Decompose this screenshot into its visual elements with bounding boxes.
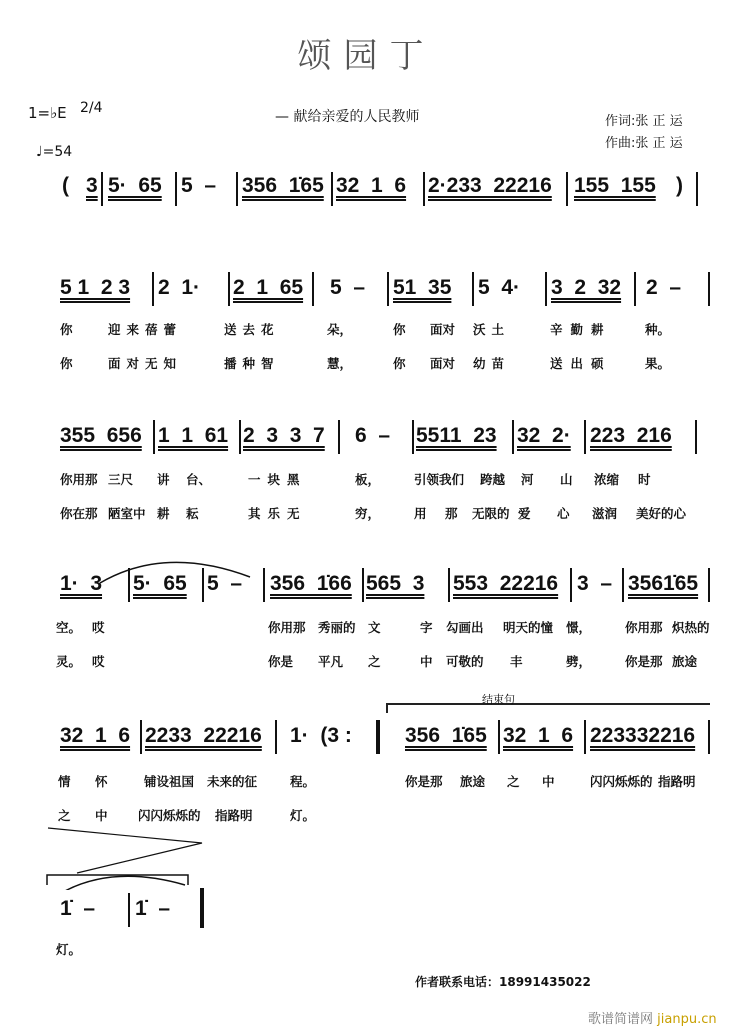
lyric: 灯。 (290, 808, 316, 823)
lyric: 慧， (327, 356, 353, 371)
measure: 32 1 6 (60, 724, 131, 747)
lyric: 跨越 (480, 472, 506, 487)
lyric: 一块黑 (248, 472, 307, 487)
measure: 2233 22216 (145, 724, 262, 747)
measure: 32 1 6 (336, 174, 407, 197)
lyric: 你是那 (405, 774, 443, 789)
song-title: 颂园丁 (297, 36, 436, 76)
lyric: 闪闪烁烁的 (138, 808, 201, 823)
time-signature: 2/4 (80, 100, 103, 116)
lyric: 台、 (186, 472, 212, 487)
lyricist: 作词:张 正 运 (605, 114, 683, 129)
lyric: 丰 (510, 654, 523, 669)
barline (263, 568, 265, 602)
barline (696, 172, 698, 206)
lyric: 你 (393, 356, 406, 371)
lyric: 送去花 (224, 322, 280, 337)
measure: 5 – (207, 572, 243, 595)
measure: 5511 23 (416, 424, 497, 447)
lyric: 美好的心 (636, 506, 687, 521)
lyric: 未来的征 (207, 774, 258, 789)
subtitle: — 献给亲爱的人民教师 (275, 109, 420, 125)
measure: 3561̇65 (628, 572, 699, 595)
lyric: 炽热的 (672, 620, 710, 635)
lyric: 无限的 (472, 506, 510, 521)
tempo-mark: ♩=54 (36, 144, 73, 160)
lyric: 种。 (645, 322, 671, 337)
measure: 5 – (330, 276, 366, 299)
lyric: 幼苗 (473, 356, 511, 371)
lyric: 三尺 (108, 472, 134, 487)
lyric: 程。 (290, 774, 316, 789)
barline (570, 568, 572, 602)
measure: 223332216 (590, 724, 696, 747)
lyric: 可敬的 (446, 654, 484, 669)
lyric: 你 (60, 322, 73, 337)
barline (472, 272, 474, 306)
measure: 355 656 (60, 424, 142, 447)
lyric: 河 (521, 472, 534, 487)
barline (228, 272, 230, 306)
measure: 3 2 32 (551, 276, 622, 299)
barline (708, 720, 710, 754)
lyric: 灵。 (56, 654, 82, 669)
lyric: 憬， (566, 620, 592, 635)
barline (695, 420, 697, 454)
measure: 6 – (355, 424, 391, 447)
measure: 3 (86, 174, 98, 197)
measure: 356 1̇65 (405, 724, 487, 747)
decrescendo-and-slur-icon (45, 825, 210, 890)
lyric: 果。 (645, 356, 671, 371)
measure: 356 1̇66 (270, 572, 352, 595)
barline (584, 720, 586, 754)
measure: 5· 65 (108, 174, 162, 197)
lyric: 文 (368, 620, 381, 635)
barline (153, 420, 155, 454)
measure: 5 4· (478, 276, 521, 299)
measure: 5 1 2 3 (60, 276, 131, 299)
final-barline (200, 888, 204, 928)
composer: 作曲:张 正 运 (605, 136, 683, 151)
barline (331, 172, 333, 206)
lyric: 之 (507, 774, 520, 789)
barline (387, 272, 389, 306)
lyric: 明天的憧 (503, 620, 554, 635)
lyric: 中 (95, 808, 108, 823)
lyric: 闪闪烁烁的 (590, 774, 653, 789)
barline (175, 172, 177, 206)
lyric: 爱 (518, 506, 531, 521)
lyric: 你是 (268, 654, 294, 669)
lyric: 穷， (355, 506, 381, 521)
measure: 356 1̇65 (242, 174, 324, 197)
measure: 2·233 22216 (428, 174, 552, 197)
lyric: 山 (560, 472, 573, 487)
measure: 1 1 61 (158, 424, 229, 447)
lyric: 板， (355, 472, 381, 487)
paren-open: ( (62, 174, 69, 197)
lyric: 你 (60, 356, 73, 371)
ending-label: 结束句 (482, 693, 515, 706)
measure: 3 – (577, 572, 613, 595)
lyric: 你 (393, 322, 406, 337)
lyric: 中 (420, 654, 433, 669)
ending-bracket (386, 703, 710, 713)
lyric: 朵， (327, 322, 353, 337)
barline (622, 568, 624, 602)
lyric: 你用那 (625, 620, 663, 635)
measure: 2 1 65 (233, 276, 304, 299)
key-signature: 1=♭E (28, 104, 67, 122)
barline (128, 568, 130, 602)
measure: 2 3 3 7 (243, 424, 325, 447)
measure: 5· 65 (133, 572, 187, 595)
measure: 1· 3 (60, 572, 103, 595)
lyric: 其乐无 (248, 506, 307, 521)
measure: 32 1 6 (503, 724, 574, 747)
lyric: 情 (58, 774, 71, 789)
lyric: 辛勤耕 (550, 322, 612, 337)
lyric: 用 (414, 506, 427, 521)
barline (708, 272, 710, 306)
lyric: 面对 (430, 356, 456, 371)
measure: 2 1· (158, 276, 201, 299)
lyric: 勾画出 (446, 620, 484, 635)
lyric: 中 (542, 774, 555, 789)
lyric: 滋润 (592, 506, 618, 521)
lyric: 怀 (95, 774, 108, 789)
measure: 1̇ – (60, 897, 96, 920)
measure: 565 3 (366, 572, 425, 595)
lyric: 面对 (430, 322, 456, 337)
author-contact: 作者联系电话：18991435022 (415, 975, 591, 989)
repeat-barline (376, 720, 380, 754)
barline (584, 420, 586, 454)
measure: 32 2· (517, 424, 571, 447)
lyric: 陋室中 (108, 506, 146, 521)
watermark-en: jianpu.cn (657, 1012, 717, 1027)
barline (448, 568, 450, 602)
measure: 51 35 (393, 276, 452, 299)
barline (239, 420, 241, 454)
barline (498, 720, 500, 754)
lyric: 你用那 (60, 472, 98, 487)
paren-close: ) (676, 174, 683, 197)
measure: 155 155 (574, 174, 656, 197)
lyric: 铺设祖国 (144, 774, 195, 789)
lyric: 指路明 (215, 808, 253, 823)
barline (152, 272, 154, 306)
lyric: 劈， (566, 654, 592, 669)
lyric: 旅途 (672, 654, 698, 669)
barline (412, 420, 414, 454)
barline (634, 272, 636, 306)
lyric: 播种智 (224, 356, 280, 371)
barline (101, 172, 103, 206)
barline (140, 720, 142, 754)
barline (236, 172, 238, 206)
measure: 1̇ – (135, 897, 171, 920)
barline (312, 272, 314, 306)
lyric: 空。 (56, 620, 82, 635)
lyric: 讲 (157, 472, 170, 487)
lyric: 迎来蓓蕾 (108, 322, 183, 337)
barline (423, 172, 425, 206)
barline (338, 420, 340, 454)
measure: 553 22216 (453, 572, 559, 595)
lyric: 沃土 (473, 322, 511, 337)
barline (708, 568, 710, 602)
lyric: 你是那 (625, 654, 663, 669)
lyric: 平凡 (318, 654, 344, 669)
watermark (588, 1008, 717, 1027)
barline (545, 272, 547, 306)
lyric: 哎 (92, 654, 105, 669)
lyric: 灯。 (56, 942, 82, 957)
measure: 2 – (646, 276, 682, 299)
lyric: 哎 (92, 620, 105, 635)
watermark-cn: 歌谱简谱网 (588, 1012, 654, 1027)
lyric: 时 (638, 472, 651, 487)
lyric: 面对无知 (108, 356, 183, 371)
lyric: 指路明 (658, 774, 696, 789)
lyric: 引领我们 (414, 472, 465, 487)
lyric: 之 (368, 654, 381, 669)
lyric: 耕 (157, 506, 170, 521)
barline (362, 568, 364, 602)
lyric: 之 (58, 808, 71, 823)
lyric: 字 (420, 620, 433, 635)
measure: 5 – (181, 174, 217, 197)
lyric: 耘 (186, 506, 199, 521)
barline (512, 420, 514, 454)
barline (566, 172, 568, 206)
barline (128, 893, 130, 927)
lyric: 你用那 (268, 620, 306, 635)
barline (202, 568, 204, 602)
lyric: 你在那 (60, 506, 98, 521)
lyric: 送出硕 (550, 356, 612, 371)
measure: 1· (3 : (290, 724, 352, 747)
barline (275, 720, 277, 754)
measure: 223 216 (590, 424, 672, 447)
lyric: 旅途 (460, 774, 486, 789)
lyric: 浓缩 (594, 472, 620, 487)
lyric: 秀丽的 (318, 620, 356, 635)
lyric: 心 (557, 506, 570, 521)
lyric: 那 (445, 506, 458, 521)
